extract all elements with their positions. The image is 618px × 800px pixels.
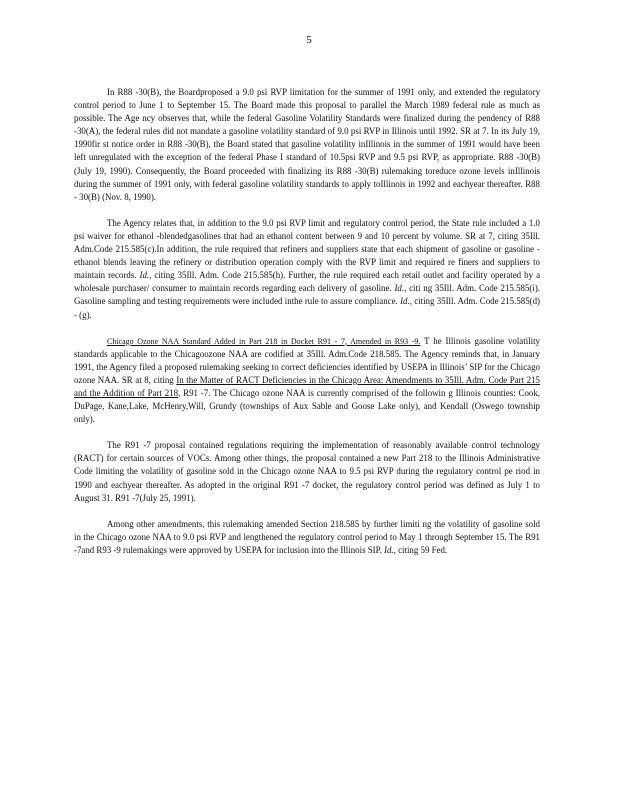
paragraph-text: , citi ng 35Ill. Adm. Code 215.585(i). Gasoline sampling and testing requirements were included inthe rule to assure compliance. bbox=[74, 283, 540, 307]
citation-id: Id. bbox=[384, 544, 394, 555]
paragraph-agency-relates bbox=[74, 217, 540, 322]
paragraph-chicago-ozone bbox=[74, 335, 540, 427]
page-number: 5 bbox=[306, 34, 312, 46]
section-heading: Chicago Ozone NAA Standard Added in Part 218 in Docket R91 - 7, Amended in R93 -9. bbox=[107, 336, 421, 346]
paragraph-other-amendments bbox=[74, 518, 540, 557]
paragraph-text: , R91 -7. The Chicago ozone NAA is currently comprised of the followin g Illinois counties: Cook, DuPage, Kane,Lake, McHenry,Will, Grundy (townships of Aux Sable and Goose Lake only), and Kendall (Oswego township only). bbox=[74, 387, 540, 425]
paragraph-r88-30b: In R88 -30(B), the Boardproposed a 9.0 psi RVP limitation for the summer of 1991 only, and extended the regulatory control period to June 1 to September 15. The Board made this proposal to parallel the March 1989 federal rule as much as possible. The Age ncy observes that, while the federal Gasoline Volatility Standards were finalized during the pendency of R88 -30(A), the federal rules did not mandate a gasoline volatility standard of 9.0 psi RVP in Illinois until 1992. SR at 7. In its July 19, 1990fir st notice order in R88 -30(B), the Board stated that gasoline volatility inIllinois in the summer of 1991 would have been left unregulated with the exception of the federal Phase I standard of 10.5psi RVP and 9.5 psi RVP, as appropriate. R88 -30(B) (July 19, 1990). Consequently, the Board proceeded with finalizing its R88 -30(B) rulemaking toreduce ozone levels inIllinois during the summer of 1991 only, with federal gasoline volatility standards to apply toIllinois in 1992 and eachyear thereafter. R88 - 30(B) (Nov. 8, 1990). bbox=[74, 87, 540, 202]
paragraph-r91-7-proposal: The R91 -7 proposal contained regulations requiring the implementation of reasonably available control technology (RACT) for certain sources of VOCs. Among other things, the proposal contained a new Part 218 to the Illinois Administrative Code limiting the volatility of gasoline sold in the Chicago ozone NAA to 9.5 psi RVP during the regulatory control pe riod in 1990 and eachyear thereafter. As adopted in the original R91 -7 docket, the regulatory control period was defined as July 1 to August 31. R91 -7(July 25, 1991). bbox=[74, 440, 540, 503]
document-body bbox=[74, 86, 540, 570]
paragraph-text: , citing 35Ill. Adm. Code 215.585(h). Further, the rule required each retail outlet and facility operated by a wholesale purchaser/ consumer to maintain records regarding each delivery of gasoline. bbox=[74, 270, 541, 294]
paragraph-text: The Agency relates that, in addition to the 9.0 psi RVP limit and regulatory control period, the State rule included a 1.0 psi waiver for ethanol -blendedgasolines that had an ethanol content between 9 and 10 percent by volume. SR at 7, citing 35Ill. Adm.Code 215.585(c).In addition, the rule required that refiners and suppliers state that each shipment of gasoline or gasoline -ethanol blends leaving the refinery or distribution operation comply with the RVP limit and required re finers and suppliers to maintain records. bbox=[74, 217, 540, 281]
paragraph-text: Among other amendments, this rulemaking amended Section 218.585 by further limiti ng the volatility of gasoline sold in the Chicago ozone NAA to 9.0 psi RVP and lengthened the regulatory control period to May 1 through September 15. The R91 -7and R93 -9 rulemakings were approved by USEPA for inclusion into the Illinois SIP. bbox=[74, 518, 540, 555]
citation-id: Id. bbox=[400, 296, 410, 307]
citation-id: Id. bbox=[139, 270, 150, 281]
paragraph-text: , citing 59 Fed. bbox=[393, 544, 448, 555]
citation-id: Id. bbox=[394, 283, 405, 294]
paragraph-text: T he Illinois gasoline volatility standards applicable to the Chicagoozone NAA are codified at 35Ill. Adm.Code 218.585. The Agency reminds that, in January 1991, the Agency filed a proposed rulemaking seeking to correct deficiencies identified by USEPA in Illinois’ SIP for the Chicago ozone NAA. SR at 8, citing bbox=[74, 335, 540, 385]
paragraph-text: , citing 35Ill. Adm. Code 215.585(d) - (g). bbox=[74, 296, 541, 320]
case-title: In the Matter of RACT Deficiencies in the Chicago Area: Amendments to 35Ill. Adm. Code Part 215 and the Addition of Part 218 bbox=[74, 374, 540, 398]
